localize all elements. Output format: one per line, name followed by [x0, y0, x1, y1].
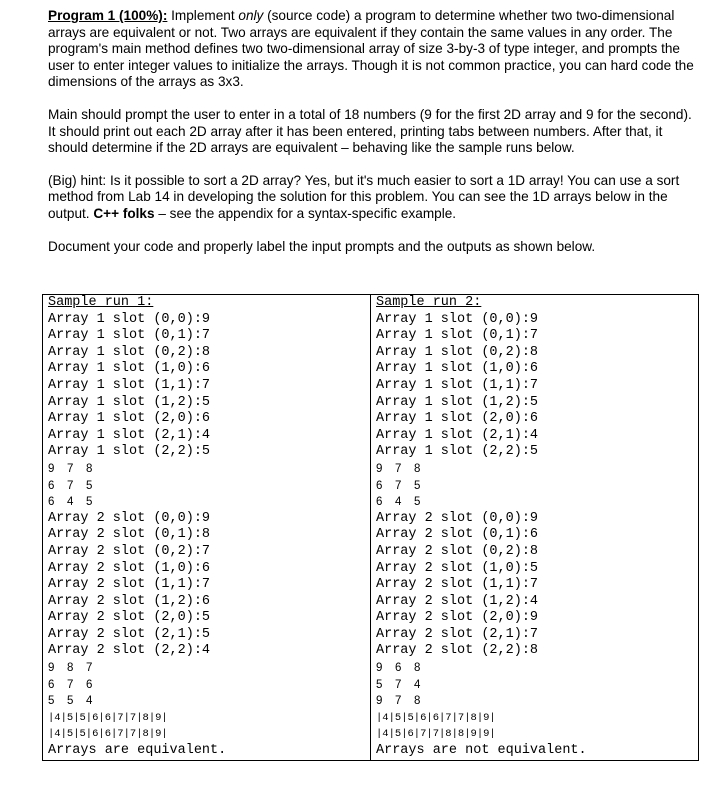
paragraph-main: Main should prompt the user to enter in a total of 18 numbers (9 for the first 2D array and 9 for the second). It should print out each 2D array after it has been entered, printing tabs between numbers. After that, it should determine if the 2D arrays are equivalent – behaving like the sample runs below. [48, 106, 692, 156]
array1-prompt: Array 1 slot (0,0):9 [48, 311, 211, 327]
grid-row: 6 7 6 [48, 678, 93, 691]
array2-prompt: Array 2 slot (1,1):7 [376, 577, 539, 593]
array1-prompt: Array 1 slot (2,1):4 [376, 427, 539, 443]
array1-prompt: Array 1 slot (2,0):6 [48, 411, 211, 427]
array1-prompt: Array 1 slot (0,1):7 [376, 328, 539, 344]
sample-runs-table [42, 294, 699, 761]
array1-prompt: Array 1 slot (1,1):7 [376, 377, 539, 393]
result-text: Arrays are equivalent. [48, 743, 227, 759]
array1-prompt: Array 1 slot (2,2):5 [376, 444, 539, 460]
array2-prompt: Array 2 slot (1,1):7 [48, 577, 211, 593]
array2-prompt: Array 2 slot (1,0):5 [376, 560, 539, 576]
array1-prompt: Array 1 slot (0,2):8 [48, 344, 211, 360]
array1-prompt: Array 1 slot (0,0):9 [376, 311, 539, 327]
emphasis-only: only [238, 8, 264, 23]
array2-prompt: Array 2 slot (1,0):6 [48, 560, 211, 576]
grid-row: 9 7 8 [376, 695, 421, 708]
run-header: Sample run 2: [376, 295, 482, 310]
array2-prompt: Array 2 slot (2,2):8 [376, 643, 539, 659]
grid-row: 6 7 5 [48, 479, 93, 492]
array1-prompt: Array 1 slot (1,2):5 [376, 394, 539, 410]
program-title: Program 1 (100%): [48, 8, 168, 23]
array1-prompt: Array 1 slot (0,1):7 [48, 328, 211, 344]
sample-run-2 [371, 295, 699, 761]
grid-row: 9 6 8 [376, 662, 421, 675]
sorted-array-1: |4|5|5|6|6|7|7|8|9| [48, 711, 168, 724]
run-header: Sample run 1: [48, 295, 154, 310]
array2-prompt: Array 2 slot (0,0):9 [376, 510, 539, 526]
array2-prompt: Array 2 slot (2,1):7 [376, 626, 539, 642]
array1-prompt: Array 1 slot (1,1):7 [48, 377, 211, 393]
grid-row: 9 7 8 [48, 462, 93, 475]
array2-prompt: Array 2 slot (1,2):4 [376, 593, 539, 609]
array2-prompt: Array 2 slot (0,1):8 [48, 527, 211, 543]
array2-prompt: Array 2 slot (2,2):4 [48, 643, 211, 659]
assignment-instructions [48, 8, 696, 271]
array2-prompt: Array 2 slot (2,0):5 [48, 610, 211, 626]
sorted-array-1: |4|5|5|6|6|7|7|8|9| [376, 711, 496, 724]
array1-prompt: Array 1 slot (2,1):4 [48, 427, 211, 443]
grid-row: 5 7 4 [376, 678, 421, 691]
array1-prompt: Array 1 slot (2,0):6 [376, 411, 539, 427]
array1-prompt: Array 1 slot (1,0):6 [376, 361, 539, 377]
grid-row: 6 4 5 [376, 496, 421, 509]
grid-row: 6 7 5 [376, 479, 421, 492]
sorted-array-2: |4|5|6|7|7|8|8|9|9| [376, 728, 496, 741]
sorted-array-2: |4|5|5|6|6|7|7|8|9| [48, 728, 168, 741]
array2-prompt: Array 2 slot (2,1):5 [48, 626, 211, 642]
cpp-folks: C++ folks [93, 205, 155, 221]
array1-prompt: Array 1 slot (1,2):5 [48, 394, 211, 410]
array2-prompt: Array 2 slot (0,0):9 [48, 510, 211, 526]
array2-prompt: Array 2 slot (0,1):6 [376, 527, 539, 543]
array2-prompt: Array 2 slot (0,2):8 [376, 543, 539, 559]
array1-prompt: Array 1 slot (0,2):8 [376, 344, 539, 360]
array2-prompt: Array 2 slot (0,2):7 [48, 543, 211, 559]
grid-row: 5 5 4 [48, 695, 93, 708]
grid-row: 9 8 7 [48, 662, 93, 675]
array1-prompt: Array 1 slot (1,0):6 [48, 361, 211, 377]
array2-prompt: Array 2 slot (2,0):9 [376, 610, 539, 626]
result-text: Arrays are not equivalent. [376, 743, 587, 759]
array1-prompt: Array 1 slot (2,2):5 [48, 444, 211, 460]
array2-prompt: Array 2 slot (1,2):6 [48, 593, 211, 609]
grid-row: 9 7 8 [376, 462, 421, 475]
sample-run-1 [43, 295, 371, 761]
paragraph-task: Program 1 (100%): Implement only (source code) a program to determine whether two two-dimensional arrays are equivalent or not. Two arrays are equivalent if they contain the same values in any order. The program's main method defines two two-dimensional array of size 3-by-3 of type integer, and prompts the user to enter integer values to initialize the arrays. Though it is not common practice, you can hard code the dimensions of the arrays as 3x3. [48, 8, 694, 90]
grid-row: 6 4 5 [48, 496, 93, 509]
paragraph-hint: (Big) hint: Is it possible to sort a 2D array? Yes, but it's much easier to sort a 1D array! You can use a sort method from Lab 14 in developing the solution for this problem. You can see the 1D arrays below in the output. C++ folks – see the appendix for a syntax-specific example. [48, 172, 680, 221]
paragraph-document: Document your code and properly label the input prompts and the outputs as shown below. [48, 238, 596, 254]
